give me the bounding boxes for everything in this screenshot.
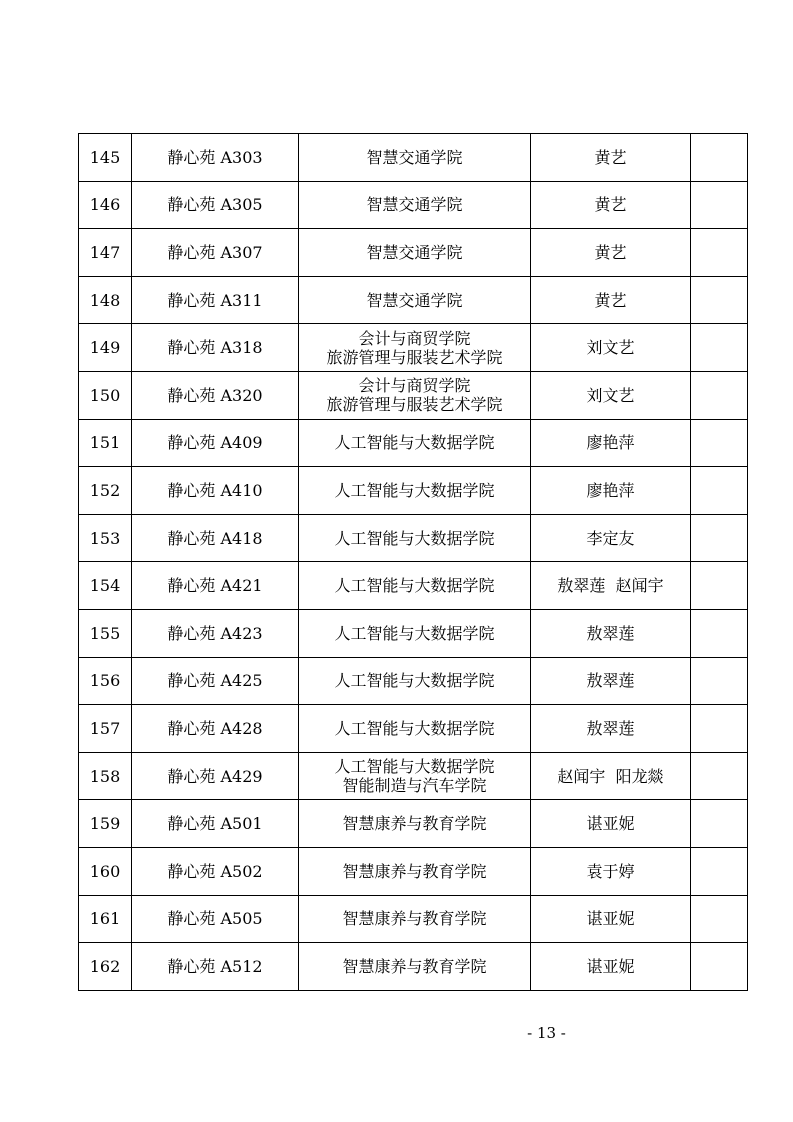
college-cell (299, 657, 531, 705)
table-row (79, 752, 748, 800)
row-number-cell: 149 (79, 324, 132, 372)
contact-name-cell: 黄艺 (531, 134, 691, 182)
college-cell (299, 371, 531, 419)
note-cell (691, 752, 748, 800)
contact-name-cell: 黄艺 (531, 229, 691, 277)
room-cell: 静心苑 A505 (132, 895, 299, 943)
room-cell: 静心苑 A418 (132, 514, 299, 562)
contact-name-cell: 刘文艺 (531, 371, 691, 419)
college-line: 智慧交通学院 (366, 242, 463, 262)
table-row (79, 800, 748, 848)
note-cell (691, 847, 748, 895)
college-cell (299, 181, 531, 229)
table-row (79, 276, 748, 324)
note-cell (691, 657, 748, 705)
row-number-cell: 154 (79, 562, 132, 610)
room-cell: 静心苑 A429 (132, 752, 299, 800)
table-row (79, 895, 748, 943)
table-row (79, 419, 748, 467)
row-number-cell: 161 (79, 895, 132, 943)
contact-name-cell: 敖翠莲 (531, 609, 691, 657)
college-cell (299, 847, 531, 895)
contact-name-cell: 谌亚妮 (531, 943, 691, 991)
row-number-cell: 148 (79, 276, 132, 324)
college-line: 会计与商贸学院 (358, 376, 471, 396)
college-line: 智慧康养与教育学院 (342, 861, 487, 881)
college-line: 智慧康养与教育学院 (342, 909, 487, 929)
row-number-cell: 146 (79, 181, 132, 229)
room-cell: 静心苑 A428 (132, 705, 299, 753)
table-row (79, 657, 748, 705)
table-row (79, 371, 748, 419)
note-cell (691, 229, 748, 277)
row-number-cell: 158 (79, 752, 132, 800)
table-row (79, 847, 748, 895)
table-row (79, 229, 748, 277)
room-cell: 静心苑 A410 (132, 467, 299, 515)
note-cell (691, 324, 748, 372)
college-cell (299, 514, 531, 562)
college-cell (299, 562, 531, 610)
note-cell (691, 895, 748, 943)
row-number-cell: 160 (79, 847, 132, 895)
college-line: 人工智能与大数据学院 (334, 757, 495, 777)
contact-name-cell: 廖艳萍 (531, 419, 691, 467)
note-cell (691, 371, 748, 419)
row-number-cell: 150 (79, 371, 132, 419)
row-number-cell: 157 (79, 705, 132, 753)
note-cell (691, 467, 748, 515)
contact-name-cell: 李定友 (531, 514, 691, 562)
row-number-cell: 159 (79, 800, 132, 848)
college-line: 会计与商贸学院 (358, 328, 471, 348)
table-row (79, 609, 748, 657)
contact-name-cell: 袁于婷 (531, 847, 691, 895)
room-cell: 静心苑 A423 (132, 609, 299, 657)
row-number-cell: 156 (79, 657, 132, 705)
room-cell: 静心苑 A425 (132, 657, 299, 705)
dormitory-assignment-table (78, 133, 748, 991)
contact-name-cell: 黄艺 (531, 181, 691, 229)
note-cell (691, 705, 748, 753)
room-cell: 静心苑 A318 (132, 324, 299, 372)
contact-name-cell: 黄艺 (531, 276, 691, 324)
contact-name-cell: 刘文艺 (531, 324, 691, 372)
row-number-cell: 153 (79, 514, 132, 562)
row-number-cell: 152 (79, 467, 132, 515)
table-row (79, 324, 748, 372)
college-line: 人工智能与大数据学院 (334, 528, 495, 548)
college-cell (299, 324, 531, 372)
room-cell: 静心苑 A502 (132, 847, 299, 895)
table-row (79, 943, 748, 991)
note-cell (691, 562, 748, 610)
room-cell: 静心苑 A305 (132, 181, 299, 229)
row-number-cell: 151 (79, 419, 132, 467)
note-cell (691, 276, 748, 324)
note-cell (691, 419, 748, 467)
college-line: 旅游管理与服装艺术学院 (326, 347, 503, 367)
college-line: 智慧康养与教育学院 (342, 956, 487, 976)
college-line: 智能制造与汽车学院 (342, 776, 487, 796)
college-cell (299, 419, 531, 467)
table-row (79, 705, 748, 753)
table-row (79, 467, 748, 515)
row-number-cell: 155 (79, 609, 132, 657)
college-cell (299, 276, 531, 324)
college-line: 人工智能与大数据学院 (334, 433, 495, 453)
room-cell: 静心苑 A311 (132, 276, 299, 324)
note-cell (691, 609, 748, 657)
contact-name-cell: 赵闻宇 阳龙燚 (531, 752, 691, 800)
row-number-cell: 147 (79, 229, 132, 277)
college-cell (299, 895, 531, 943)
college-line: 旅游管理与服装艺术学院 (326, 395, 503, 415)
college-line: 人工智能与大数据学院 (334, 480, 495, 500)
college-cell (299, 800, 531, 848)
contact-name-cell: 谌亚妮 (531, 895, 691, 943)
room-cell: 静心苑 A501 (132, 800, 299, 848)
college-line: 智慧交通学院 (366, 147, 463, 167)
table-row (79, 514, 748, 562)
college-line: 智慧交通学院 (366, 195, 463, 215)
contact-name-cell: 敖翠莲 赵闻宇 (531, 562, 691, 610)
page-number: - 13 - (527, 1024, 566, 1042)
college-line: 人工智能与大数据学院 (334, 576, 495, 596)
room-cell: 静心苑 A320 (132, 371, 299, 419)
table-row (79, 562, 748, 610)
contact-name-cell: 廖艳萍 (531, 467, 691, 515)
contact-name-cell: 谌亚妮 (531, 800, 691, 848)
row-number-cell: 145 (79, 134, 132, 182)
college-line: 人工智能与大数据学院 (334, 671, 495, 691)
college-line: 智慧康养与教育学院 (342, 814, 487, 834)
row-number-cell: 162 (79, 943, 132, 991)
college-cell (299, 134, 531, 182)
college-cell (299, 467, 531, 515)
college-cell (299, 229, 531, 277)
college-cell (299, 705, 531, 753)
college-line: 人工智能与大数据学院 (334, 718, 495, 738)
room-cell: 静心苑 A303 (132, 134, 299, 182)
table-body (79, 134, 748, 991)
room-cell: 静心苑 A512 (132, 943, 299, 991)
college-line: 智慧交通学院 (366, 290, 463, 310)
college-cell (299, 752, 531, 800)
note-cell (691, 181, 748, 229)
room-cell: 静心苑 A421 (132, 562, 299, 610)
contact-name-cell: 敖翠莲 (531, 657, 691, 705)
college-cell (299, 943, 531, 991)
table-row (79, 134, 748, 182)
note-cell (691, 943, 748, 991)
room-cell: 静心苑 A409 (132, 419, 299, 467)
table-row (79, 181, 748, 229)
college-line: 人工智能与大数据学院 (334, 623, 495, 643)
note-cell (691, 800, 748, 848)
contact-name-cell: 敖翠莲 (531, 705, 691, 753)
note-cell (691, 514, 748, 562)
room-cell: 静心苑 A307 (132, 229, 299, 277)
college-cell (299, 609, 531, 657)
note-cell (691, 134, 748, 182)
